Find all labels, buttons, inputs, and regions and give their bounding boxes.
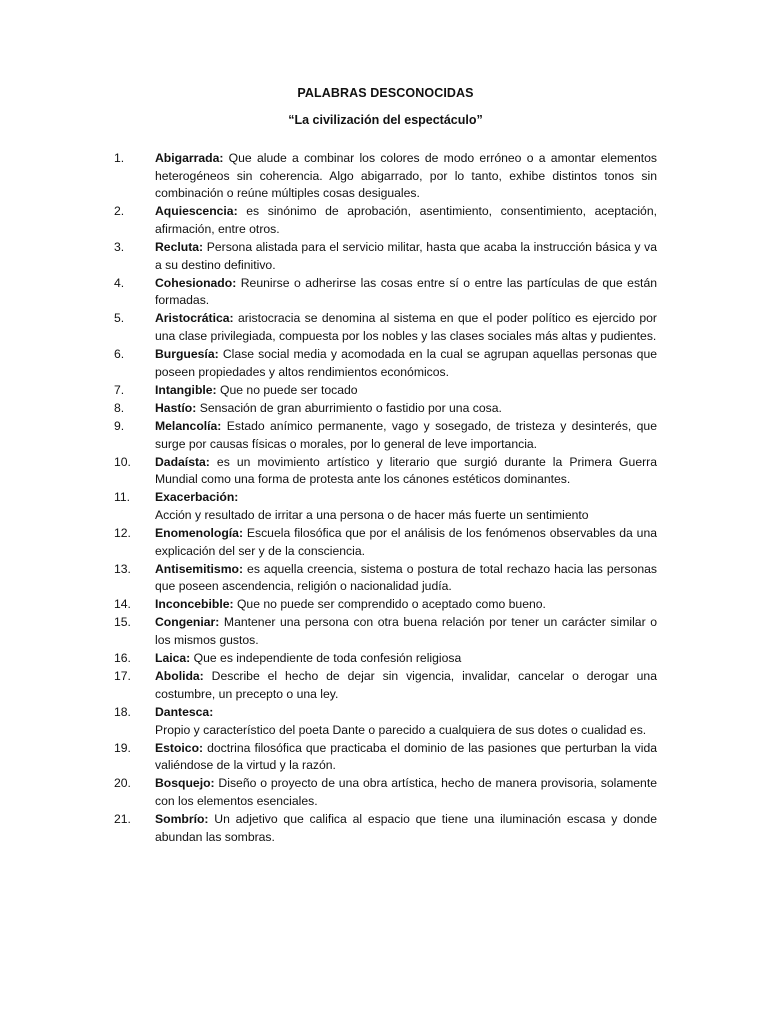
item-number: 15. — [114, 615, 131, 630]
item-number: 19. — [114, 740, 131, 755]
item-body — [155, 400, 657, 418]
item-body — [155, 811, 657, 846]
item-number: 14. — [114, 597, 131, 612]
item-number: 4. — [114, 275, 125, 290]
item-body — [155, 704, 657, 739]
item-body — [155, 346, 657, 381]
term-word: Hastío: — [155, 400, 197, 415]
term-word: Sombrío: — [155, 811, 209, 826]
item-body — [155, 382, 657, 400]
term-word: Abigarrada: — [155, 151, 224, 165]
item-body — [155, 668, 657, 703]
list-item — [114, 650, 657, 668]
list-item — [114, 740, 657, 775]
item-body — [155, 525, 657, 560]
item-body — [155, 740, 657, 775]
term-definition: Clase social media y acomodada en la cual se agrupan aquellas personas que poseen propiedades y altos rendimientos económicos. — [155, 347, 657, 379]
term-definition: Describe el hecho de dejar sin vigencia, invalidar, cancelar o derogar una costumbre, un precepto o una ley. — [155, 669, 657, 701]
list-item — [114, 382, 657, 400]
term-definition: aristocracia se denomina al sistema en que el poder político es ejercido por una clase privilegiada, compuesta por los nobles y las clases sociales más altas y pudientes. — [155, 311, 657, 343]
term-definition: doctrina filosófica que practicaba el dominio de las pasiones que perturban la vida valiéndose de la virtud y la razón. — [155, 740, 657, 773]
term-definition: Diseño o proyecto de una obra artística, hecho de manera provisoria, solamente con los elementos esenciales. — [155, 776, 657, 808]
term-definition: es aquella creencia, sistema o postura de total rechazo hacia las personas que poseen ascendencia, religión o nacionalidad judía. — [155, 561, 657, 594]
list-item — [114, 346, 657, 381]
list-item — [114, 310, 657, 345]
term-word: Intangible: — [155, 382, 217, 397]
term-word: Enomenología: — [155, 525, 244, 540]
term-definition: Un adjetivo que califica al espacio que tiene una iluminación escasa y donde abundan las sombras. — [155, 811, 657, 844]
item-number: 8. — [114, 400, 125, 415]
term-word: Bosquejo: — [155, 776, 215, 791]
item-body — [155, 650, 657, 668]
term-definition: Reunirse o adherirse las cosas entre sí o entre las partículas de que están formadas. — [155, 275, 657, 308]
item-number: 9. — [114, 418, 125, 433]
list-item — [114, 596, 657, 614]
list-item — [114, 454, 657, 489]
list-item — [114, 239, 657, 274]
item-body — [155, 775, 657, 810]
term-definition: es sinónimo de aprobación, asentimiento, consentimiento, aceptación, afirmación, entre otros. — [155, 204, 657, 236]
document-subtitle: “La civilización del espectáculo” — [288, 113, 483, 127]
term-definition: Que no puede ser tocado — [216, 382, 358, 397]
list-item — [114, 275, 657, 310]
term-definition: Mantener una persona con otra buena relación por tener un carácter similar o los mismos gustos. — [155, 615, 657, 648]
item-number: 3. — [114, 239, 125, 254]
item-number: 6. — [114, 347, 125, 362]
term-word: Estoico: — [155, 740, 204, 755]
document-title: PALABRAS DESCONOCIDAS — [297, 86, 474, 100]
list-item — [114, 614, 657, 649]
item-body — [155, 454, 657, 489]
list-item — [114, 418, 657, 453]
term-word: Congeniar: — [155, 615, 220, 630]
term-definition: Persona alistada para el servicio militar, hasta que acaba la instrucción básica y va a su destino definitivo. — [155, 239, 657, 272]
item-number: 11. — [114, 490, 131, 505]
term-definition: Propio y característico del poeta Dante o parecido a cualquiera de sus dotes o cualidad es. — [155, 722, 647, 737]
item-number: 7. — [114, 382, 125, 397]
term-word: Aquiescencia: — [155, 204, 238, 219]
term-word: Exacerbación: — [155, 490, 239, 505]
list-item — [114, 668, 657, 703]
item-body — [155, 614, 657, 649]
term-word: Antisemitismo: — [155, 561, 244, 576]
item-number: 2. — [114, 204, 125, 219]
list-item — [114, 489, 657, 524]
item-number: 5. — [114, 311, 125, 326]
item-body — [155, 310, 657, 345]
term-word: Abolida: — [155, 669, 204, 684]
term-word: Burguesía: — [155, 347, 219, 362]
item-number: 10. — [114, 454, 131, 469]
list-item — [114, 811, 657, 846]
list-item — [114, 704, 657, 739]
item-body — [155, 150, 657, 203]
term-definition: Escuela filosófica que por el análisis de los fenómenos observables da una explicación del ser y de la consciencia. — [155, 525, 657, 558]
term-word: Recluta: — [155, 239, 204, 254]
item-body — [155, 418, 657, 453]
item-body — [155, 275, 657, 310]
term-definition: Estado anímico permanente, vago y sosegado, de tristeza y desinterés, que surge por causas físicas o morales, por lo general de leve importancia. — [155, 418, 657, 451]
item-number: 13. — [114, 561, 131, 576]
list-item — [114, 150, 657, 203]
item-body — [155, 203, 657, 238]
term-definition: es un movimiento artístico y literario que surgió durante la Primera Guerra Mundial como una forma de protesta ante los cánones estéticos dominantes. — [155, 454, 657, 487]
item-number: 21. — [114, 811, 131, 826]
term-word: Inconcebible: — [155, 597, 234, 612]
term-word: Aristocrática: — [155, 311, 234, 326]
term-word: Dantesca: — [155, 704, 214, 719]
term-word: Melancolía: — [155, 418, 222, 433]
item-number: 1. — [114, 151, 125, 165]
term-definition: Que no puede ser comprendido o aceptado como bueno. — [233, 597, 546, 612]
item-body — [155, 561, 657, 596]
terms-list — [114, 150, 657, 846]
item-number: 17. — [114, 669, 131, 684]
item-body — [155, 489, 657, 524]
item-number: 12. — [114, 525, 131, 540]
list-item — [114, 525, 657, 560]
term-definition: Acción y resultado de irritar a una persona o de hacer más fuerte un sentimiento — [155, 507, 589, 522]
term-definition: Sensación de gran aburrimiento o fastidio por una cosa. — [196, 400, 502, 415]
term-word: Dadaísta: — [155, 454, 210, 469]
term-word: Laica: — [155, 651, 191, 666]
item-body — [155, 596, 657, 614]
term-definition: Que es independiente de toda confesión religiosa — [190, 651, 462, 666]
list-item — [114, 775, 657, 810]
item-number: 20. — [114, 776, 131, 791]
list-item — [114, 400, 657, 418]
item-number: 18. — [114, 704, 131, 719]
term-definition: Que alude a combinar los colores de modo erróneo o a amontar elementos heterogéneos sin coherencia. Algo abigarrado, por lo tanto, exhibe distintos tonos sin combinación o reúne múltiples cosas desiguales. — [155, 151, 657, 201]
term-word: Cohesionado: — [155, 275, 237, 290]
item-number: 16. — [114, 651, 131, 666]
list-item — [114, 561, 657, 596]
item-body — [155, 239, 657, 274]
list-item — [114, 203, 657, 238]
